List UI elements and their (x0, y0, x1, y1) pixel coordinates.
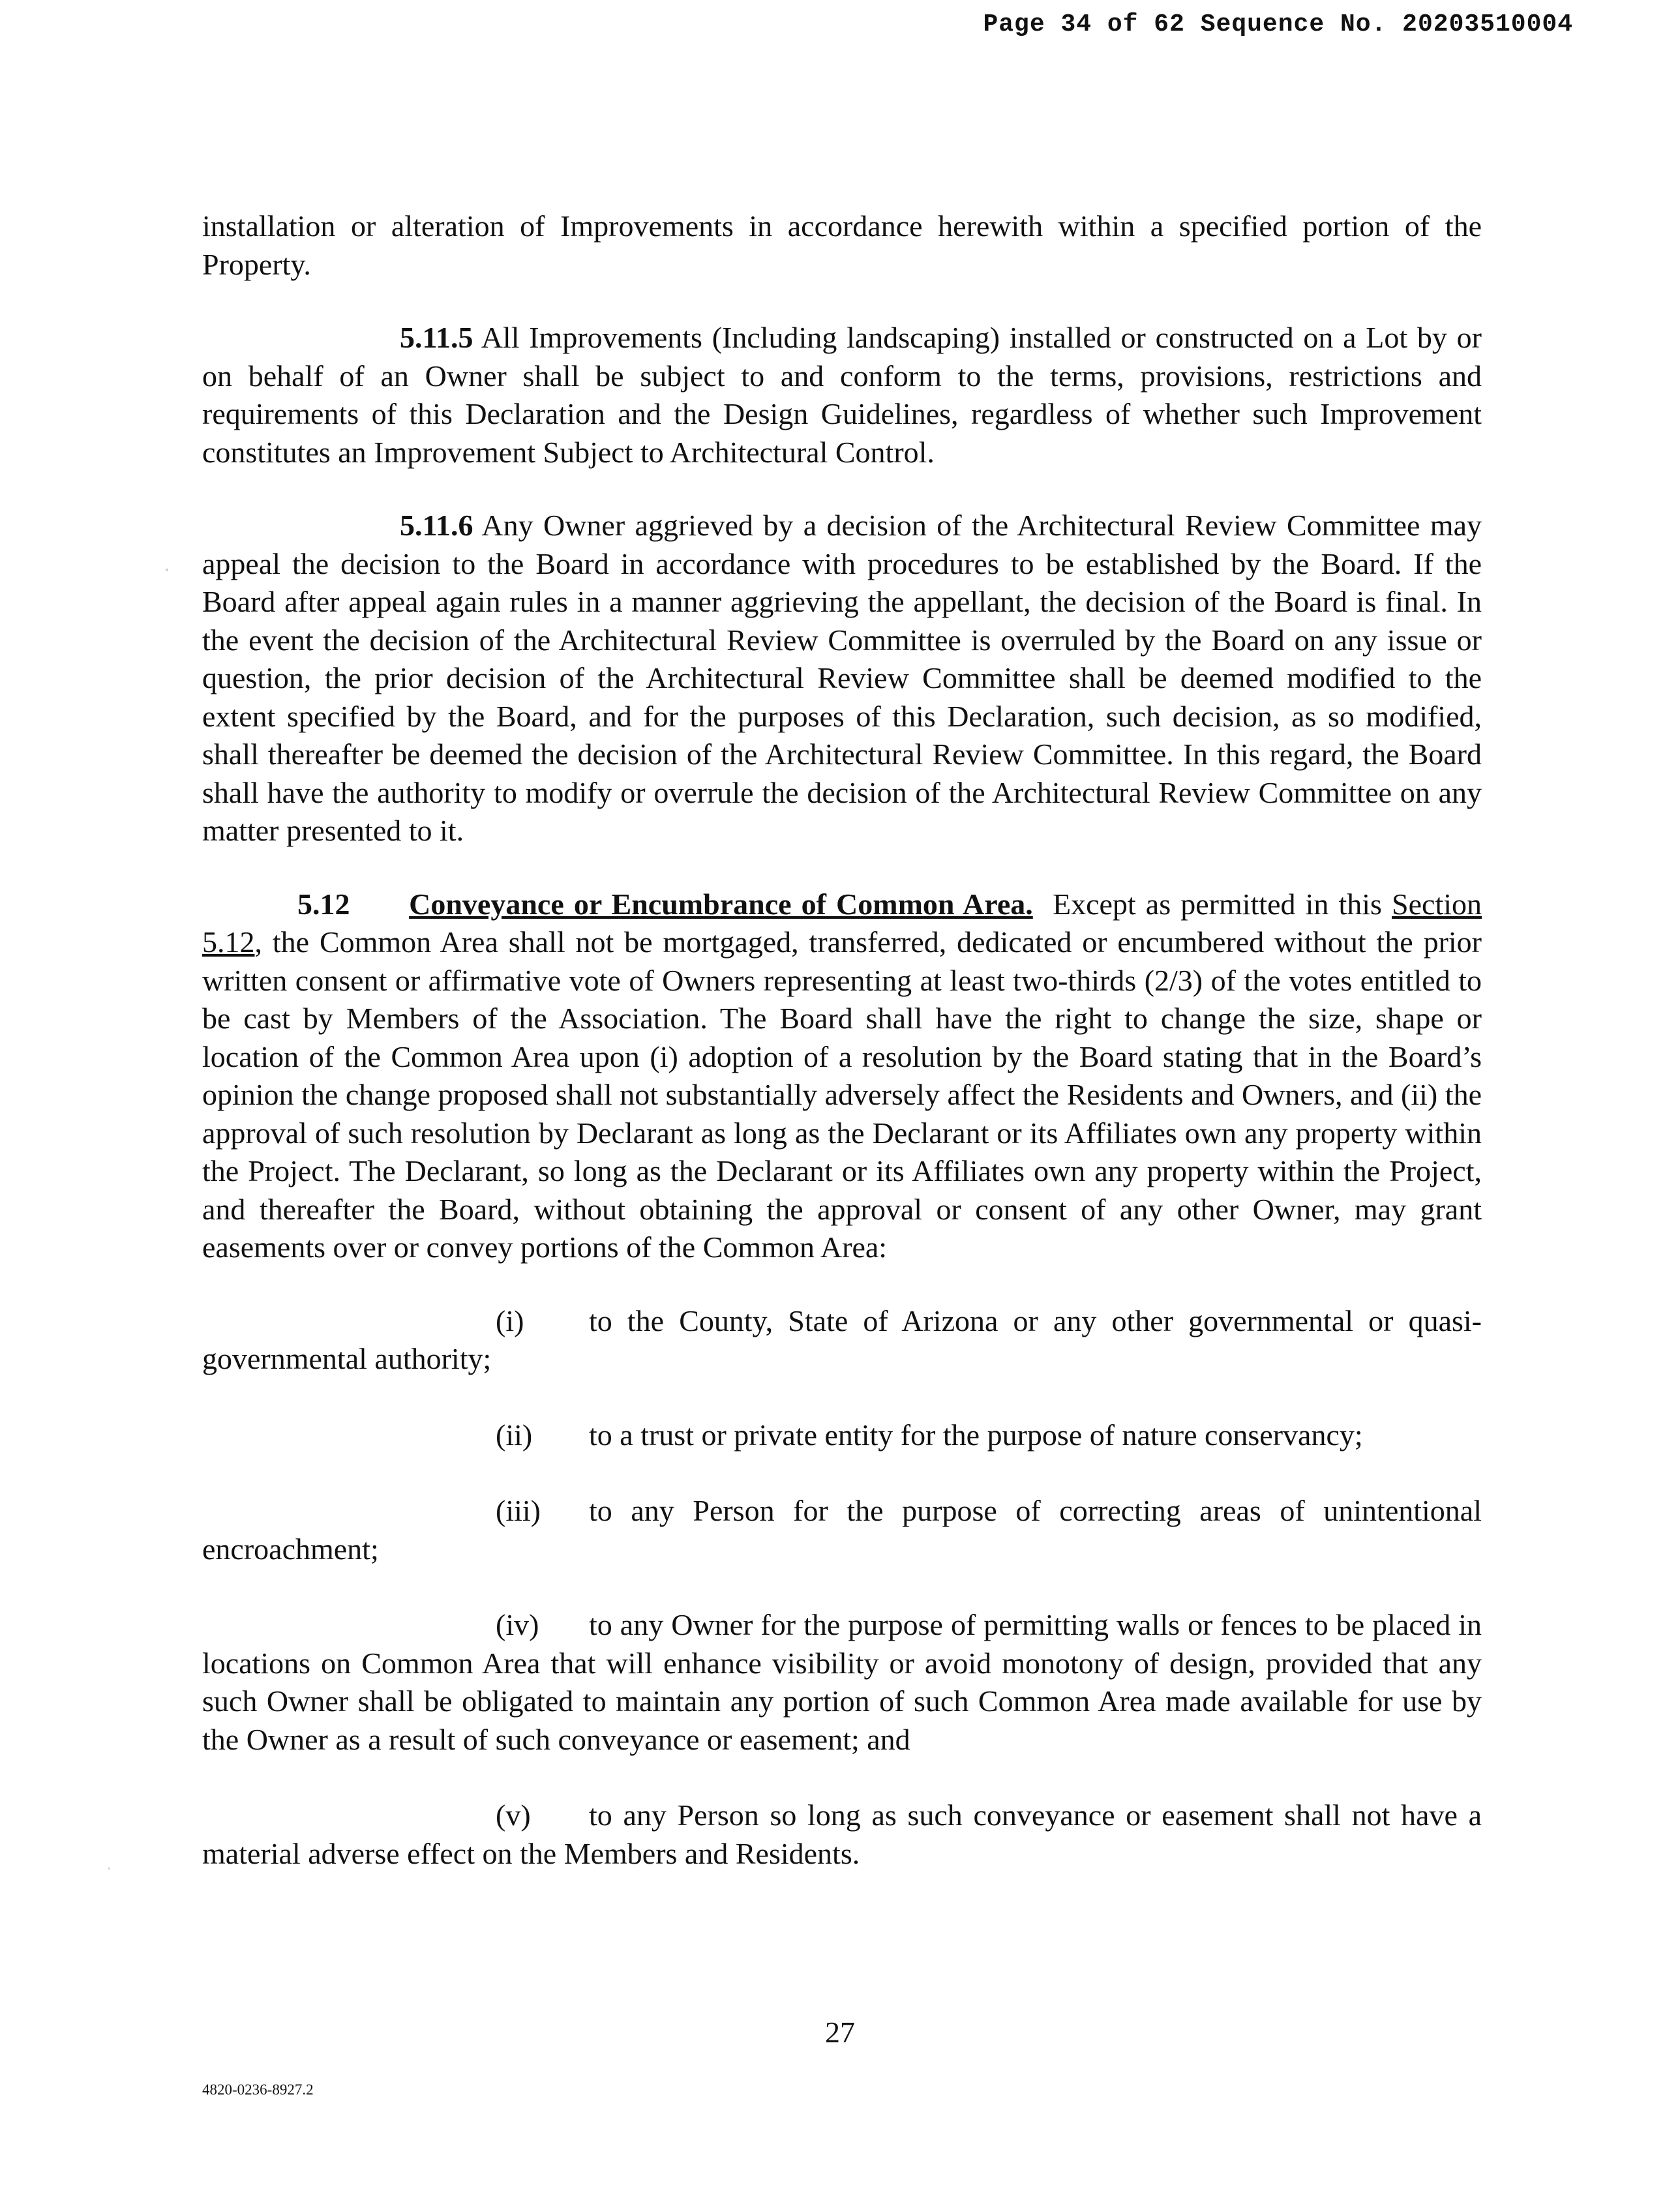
section-text: , the Common Area shall not be mortgaged, transferred, dedicated or encumbered without the prior written consent or affirmative vote of Owners representing at least two-thirds (2/3) of the votes entitled to be cast by Members of the Association. The Board shall have the right to change the size, shape or location of the Common Area upon (i) adoption of a resolution by the Board stating that in the Board’s opinion the change proposed shall not substantially adversely affect the Residents and Owners, and (ii) the approval of such resolution by Declarant as long as the Declarant or its Affiliates own any property within the Project. The Declarant, so long as the Declarant or its Affiliates own any property within the Project, and thereafter the Board, without obtaining the approval or consent of any other Owner, may grant easements over or convey portions of the Common Area: (202, 925, 1482, 1264)
list-item (202, 1796, 1482, 1873)
section-5-11-5 (202, 319, 1482, 471)
scan-speck (166, 569, 168, 571)
document-body (202, 207, 1482, 1907)
section-text: Any Owner aggrieved by a decision of the Architectural Review Committee may appeal the decision to the Board in accordance with procedures to be established by the Board. If the Board after appeal again rules in a manner aggrieving the appellant, the decision of the Board is final. In the event the decision of the Architectural Review Committee is overruled by the Board on any issue or question, the prior decision of the Architectural Review Committee shall be deemed modified to the extent specified by the Board, and for the purposes of this Declaration, such decision, as so modified, shall thereafter be deemed the decision of the Architectural Review Committee. In this regard, the Board shall have the authority to modify or overrule the decision of the Architectural Review Committee on any matter presented to it. (202, 509, 1482, 847)
section-intro: Except as permitted in this (1052, 887, 1382, 921)
list-item-number: (v) (496, 1798, 531, 1832)
list-item-text: to any Person so long as such conveyance or easement shall not have a material adverse effect on the Members and Residents. (202, 1798, 1482, 1870)
list-item-text: to a trust or private entity for the purpose of nature conservancy; (589, 1418, 1363, 1452)
list-item-text: to the County, State of Arizona or any other governmental or quasi-governmental authority; (202, 1304, 1482, 1375)
page-number: 27 (825, 2016, 855, 2049)
list-item-number: (iv) (496, 1608, 539, 1641)
list-item-number: (i) (496, 1304, 524, 1337)
list-item (202, 1302, 1482, 1379)
list-item (202, 1606, 1482, 1759)
continuation-paragraph: installation or alteration of Improvements in accordance herewith within a specified portion of the Property. (202, 209, 1482, 281)
list-item (202, 1416, 1482, 1455)
section-number: 5.12 (297, 887, 350, 921)
section-reference: Section 5.12 (202, 887, 1482, 959)
scan-speck (108, 1868, 110, 1870)
section-number: 5.11.5 (400, 321, 473, 354)
section-heading: Conveyance or Encumbrance of Common Area. (409, 887, 1033, 921)
section-number: 5.11.6 (400, 509, 473, 542)
list-item-text: to any Owner for the purpose of permitting walls or fences to be placed in locations on Common Area that will enhance visibility or avoid monotony of design, provided that any such Owner shall be obligated to maintain any portion of such Common Area made available for use by the Owner as a result of such conveyance or easement; and (202, 1608, 1482, 1756)
list-item-number: (iii) (496, 1494, 541, 1527)
document-code: 4820-0236-8927.2 (202, 2081, 314, 2098)
section-5-11-6 (202, 507, 1482, 850)
page-sequence-header: Page 34 of 62 Sequence No. 20203510004 (983, 10, 1573, 38)
list-item-text: to any Person for the purpose of correcting areas of unintentional encroachment; (202, 1494, 1482, 1566)
section-5-12 (202, 886, 1482, 1267)
section-text: All Improvements (Including landscaping) installed or constructed on a Lot by or on behalf of an Owner shall be subject to and conform to the terms, provisions, restrictions and requirements of this Declaration and the Design Guidelines, regardless of whether such Improvement constitutes an Improvement Subject to Architectural Control. (202, 321, 1482, 469)
list-item-number: (ii) (496, 1418, 533, 1452)
list-item (202, 1492, 1482, 1568)
